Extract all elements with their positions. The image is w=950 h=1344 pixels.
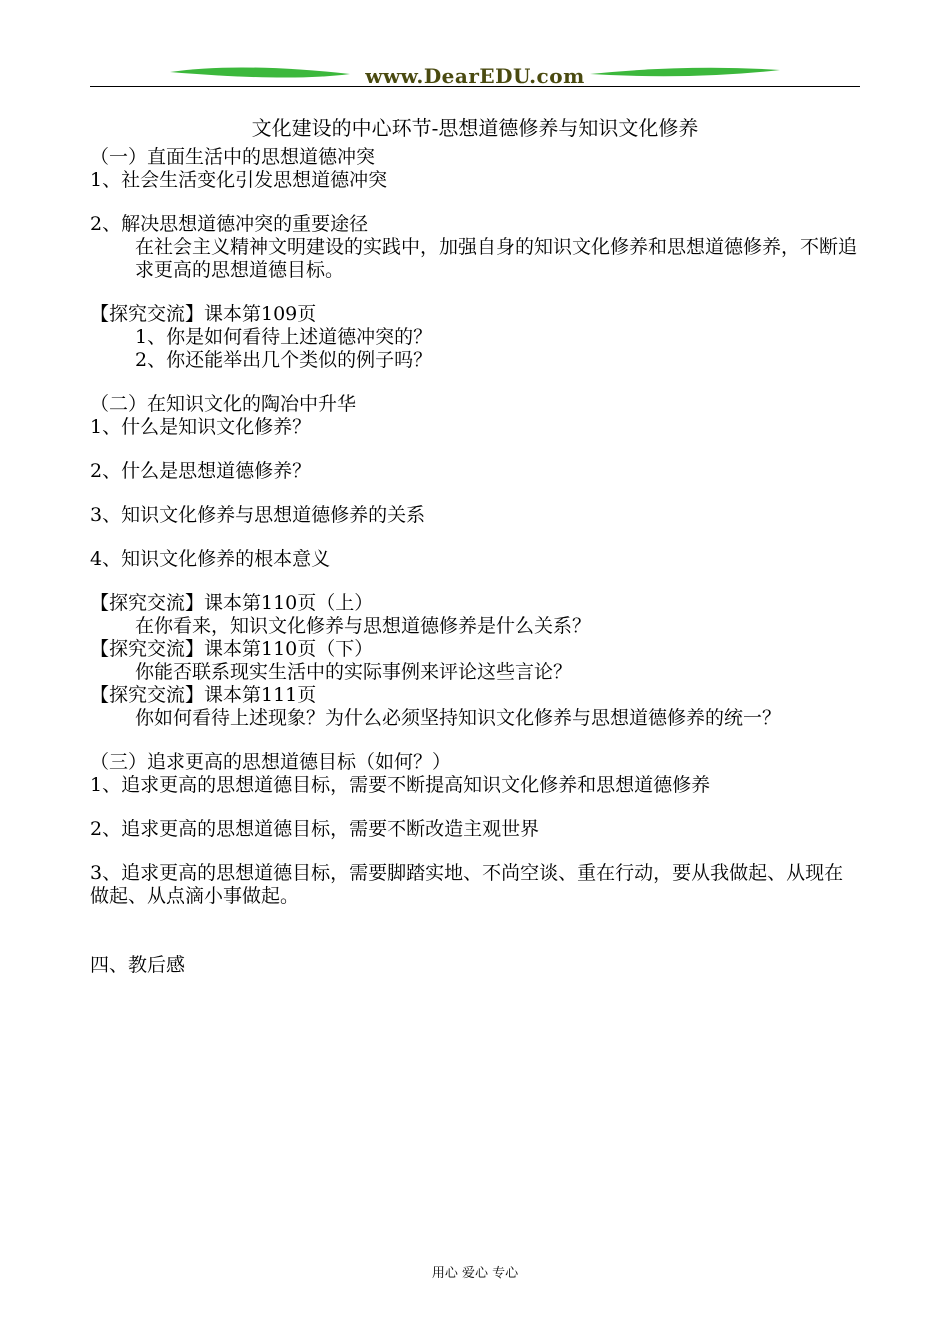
inquiry-heading: 【探究交流】课本第110页（上）: [90, 592, 374, 614]
question-item: 1、你是如何看待上述道德冲突的？: [135, 326, 433, 348]
question-item: 你如何看待上述现象？为什么必须坚持知识文化修养与思想道德修养的统一？: [135, 707, 782, 729]
list-item: 1、什么是知识文化修养？: [90, 416, 312, 438]
list-item: 1、社会生活变化引发思想道德冲突: [90, 169, 388, 191]
inquiry-heading: 【探究交流】课本第111页: [90, 684, 317, 706]
question-item: 2、你还能举出几个类似的例子吗？: [135, 349, 433, 371]
inquiry-heading: 【探究交流】课本第110页（下）: [90, 638, 374, 660]
question-item: 你能否联系现实生活中的实际事例来评论这些言论？: [135, 661, 573, 683]
paragraph: 在社会主义精神文明建设的实践中，加强自身的知识文化修养和思想道德修养，不断追求更高的思想道德目标。: [135, 236, 858, 281]
site-logo-text[interactable]: www.DearEDU.com: [365, 64, 585, 88]
list-item: 2、追求更高的思想道德目标，需要不断改造主观世界: [90, 818, 540, 840]
inquiry-heading: 【探究交流】课本第109页: [90, 303, 317, 325]
section-heading: 四、教后感: [90, 954, 186, 976]
document-body: [90, 112, 860, 977]
question-item: 在你看来，知识文化修养与思想道德修养是什么关系？: [135, 615, 592, 637]
list-item: 3、知识文化修养与思想道德修养的关系: [90, 504, 426, 526]
page-footer: 用心 爱心 专心: [431, 1266, 519, 1281]
header-divider: [90, 86, 860, 87]
list-item: 2、什么是思想道德修养？: [90, 460, 312, 482]
list-item: 4、知识文化修养的根本意义: [90, 548, 331, 570]
list-item: 1、追求更高的思想道德目标，需要不断提高知识文化修养和思想道德修养: [90, 774, 711, 796]
list-item: 3、追求更高的思想道德目标，需要脚踏实地、不尚空谈、重在行动，要从我做起、从现在做起、从点滴小事做起。: [90, 862, 844, 907]
section-heading: （二）在知识文化的陶冶中升华: [90, 393, 357, 415]
list-item: 2、解决思想道德冲突的重要途径: [90, 213, 369, 235]
section-heading: （一）直面生活中的思想道德冲突: [90, 146, 376, 168]
document-title: 文化建设的中心环节-思想道德修养与知识文化修养: [251, 116, 699, 140]
section-heading: （三）追求更高的思想道德目标（如何？）: [90, 751, 452, 773]
